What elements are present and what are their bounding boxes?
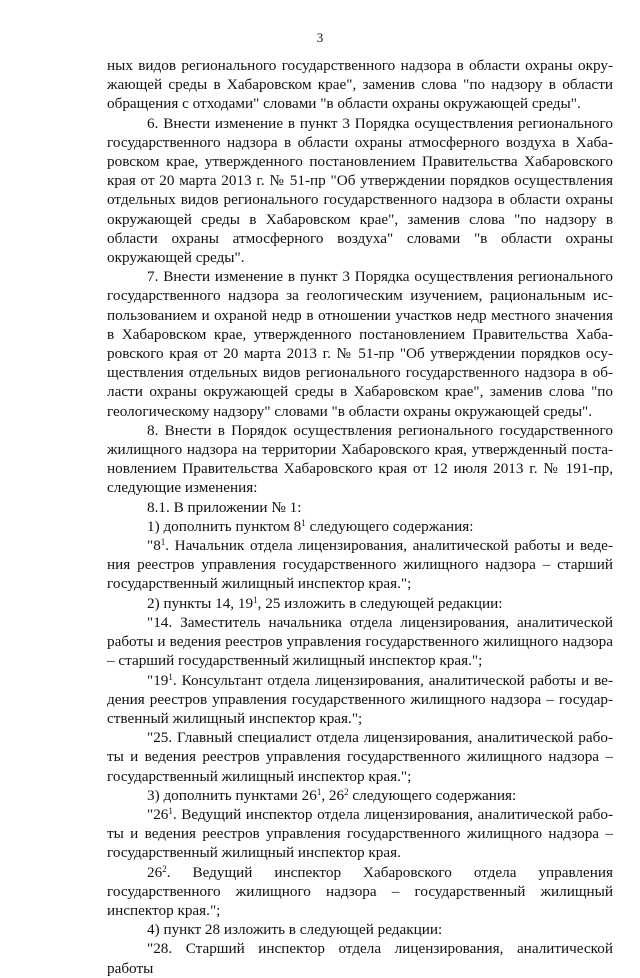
superscript: 1 [160,537,166,548]
paragraph-quote-8-1 [107,536,613,594]
paragraph-item-7: 7. Внести изменение в пункт 3 Порядка осуществления регионального государственного надзора за геологическим изучением, рациональным использованием и охраной недр в отношении участков недр местного значения в Хабаровском крае, утвержденного постановлением Правительства Хабаровского края от 20 марта 2013 г. № 51-пр "Об утверждении порядков осуществления отдельных видов регионального государственного надзора в области охраны окружающей среды в Хабаровском крае", заменив слова "по геологическому надзору" словами "в области охраны окружающей среды". [107,268,613,420]
paragraph-continuation: ных видов регионального государственного надзора в области охраны окружающей среды в Хабаровском крае", заменив слова "по надзору в области обращения с отходами" словами "в области охраны окружающей среды". [107,57,613,113]
paragraph-quote-14: "14. Заместитель начальника отдела лицензирования, аналитической работы и ведения реестров управления государственного жилищного надзора – старший государственный жилищный инспектор края."; [107,613,613,670]
paragraph-quote-26-2 [107,863,613,921]
text-part: "26 [147,805,169,823]
text-part: . Консультант отдела лицензирования, аналитической работы и ведения реестров управления государственного жилищного надзора – государственный жилищный инспектор края."; [107,671,613,727]
text-part: 3) дополнить пунктами 26 [147,786,317,804]
text-part: , 25 изложить в следующей редакции: [257,594,503,612]
text-part: 26 [147,863,163,881]
superscript: 1 [168,671,173,682]
paragraph-subitem-2 [107,594,613,613]
text-part: , 26 [321,786,345,804]
paragraph-quote-26-1 [107,805,613,863]
paragraph-item-6: 6. Внести изменение в пункт 3 Порядка осуществления регионального государственного надзора в области охраны атмосферного воздуха в Хабаровском крае, утвержденного постановлением Правительства Хабаровского края от 20 марта 2013 г. № 51-пр "Об утверждении порядков осуществления отдельных видов регионального государственного надзора в области охраны окружающей среды в Хабаровском крае", заменив слова "по надзору в области охраны атмосферного воздуха" словами "в области охраны окружающей среды". [107,114,613,267]
paragraph-item-8-1: 8.1. В приложении № 1: [147,498,302,516]
paragraph-item-8: 8. Внести в Порядок осуществления регионального государственного жилищного надзора на территории Хабаровского края, утвержденный постановлением Правительства Хабаровского края от 12 июля 2013 г. № 191-пр, следующие изменения: [107,421,613,497]
text-part: "8 [147,537,161,555]
text-part: 2) пункты 14, 19 [147,594,254,612]
paragraph-subitem-3 [107,786,613,805]
paragraph-subitem-1 [107,517,613,536]
text-part: 1) дополнить пунктом 8 [147,517,302,535]
superscript: 1 [301,517,306,528]
superscript: 1 [316,786,322,797]
paragraph-quote-25: "25. Главный специалист отдела лицензирования, аналитической работы и ведения реестров управления государственного жилищного надзора – государственный жилищный инспектор края."; [107,729,613,785]
text-part: "19 [147,671,169,689]
text-part: . Начальник отдела лицензирования, аналитической работы и ведения реестров управления государственного жилищного надзора – старший государственный жилищный инспектор края."; [107,537,613,593]
text-part: следующего содержания: [348,786,517,804]
text-part: . Ведущий инспектор отдела лицензирования, аналитической работы и ведения реестров управления государственного жилищного надзора – государственный жилищный инспектор края. [107,805,613,862]
text-part: . Ведущий инспектор Хабаровского отдела управления государственного жилищного надзора – государственный жилищный инспектор края."; [107,863,613,919]
paragraph-subitem-4: 4) пункт 28 изложить в следующей редакции: [147,921,443,939]
text-part: следующего содержания: [305,517,474,535]
page-number: 3 [316,30,324,45]
paragraph-quote-28: "28. Старший инспектор отдела лицензирования, аналитической работы [107,940,613,977]
document-body [107,56,613,978]
superscript: 2 [162,863,167,874]
superscript: 2 [344,786,349,797]
superscript: 1 [253,594,258,605]
paragraph-quote-19-1 [107,671,613,729]
superscript: 1 [168,805,173,816]
